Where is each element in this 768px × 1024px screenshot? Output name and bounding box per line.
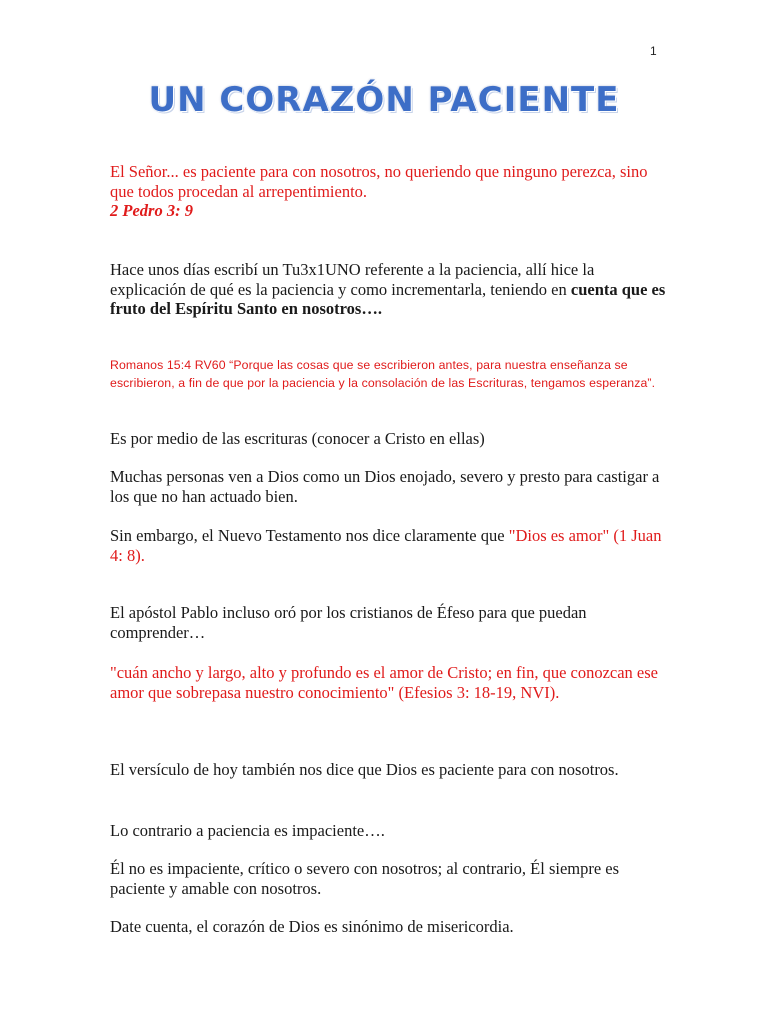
dios-es-amor-quote: "Dios es amor" (1 Juan 4: 8). — [110, 526, 662, 565]
intro-paragraph — [110, 260, 670, 319]
versiculo-paragraph: El versículo de hoy también nos dice que Dios es paciente para con nosotros. — [110, 760, 619, 779]
escrituras-paragraph: Es por medio de las escrituras (conocer a Cristo en ellas) — [110, 429, 485, 448]
efesios-quote: "cuán ancho y largo, alto y profundo es el amor de Cristo; en fin, que conozcan ese amor que sobrepasa nuestro conocimiento" (Efesios 3: 18-19, NVI). — [110, 663, 659, 702]
intro-text: Hace unos días escribí un Tu3x1UNO referente a la paciencia, allí hice la explicación de qué es la paciencia y como incrementarla, teniendo en — [110, 260, 595, 299]
intro-bold-text: cuenta que es fruto del Espíritu Santo en nosotros…. — [110, 279, 666, 318]
apostol-paragraph: El apóstol Pablo incluso oró por los cristianos de Éfeso para que puedan comprender… — [110, 603, 587, 642]
sin-embargo-text: Sin embargo, el Nuevo Testamento nos dice claramente que — [110, 526, 509, 545]
el-no-paragraph: Él no es impaciente, crítico o severo con nosotros; al contrario, Él siempre es paciente y amable con nosotros. — [110, 859, 620, 898]
romanos-quote: Romanos 15:4 RV60 “Porque las cosas que se escribieron antes, para nuestra enseñanza se escribieron, a fin de que por la paciencia y la consolación de las Escrituras, tengamos esperanza”. — [110, 358, 656, 390]
opening-verse-text: El Señor... es paciente para con nosotros, no queriendo que ninguno perezca, sino que todos procedan al arrepentimiento. — [110, 162, 648, 201]
opening-verse — [110, 162, 670, 221]
page-number: 1 — [650, 44, 657, 58]
muchas-paragraph: Muchas personas ven a Dios como un Dios enojado, severo y presto para castigar a los que no han actuado bien. — [110, 467, 660, 506]
sin-embargo-paragraph — [110, 526, 670, 565]
page-title: UN CORAZÓN PACIENTE — [148, 80, 620, 120]
date-cuenta-paragraph: Date cuenta, el corazón de Dios es sinónimo de misericordia. — [110, 917, 514, 936]
opening-verse-reference: 2 Pedro 3: 9 — [110, 201, 193, 220]
contrario-paragraph: Lo contrario a paciencia es impaciente…. — [110, 821, 385, 840]
